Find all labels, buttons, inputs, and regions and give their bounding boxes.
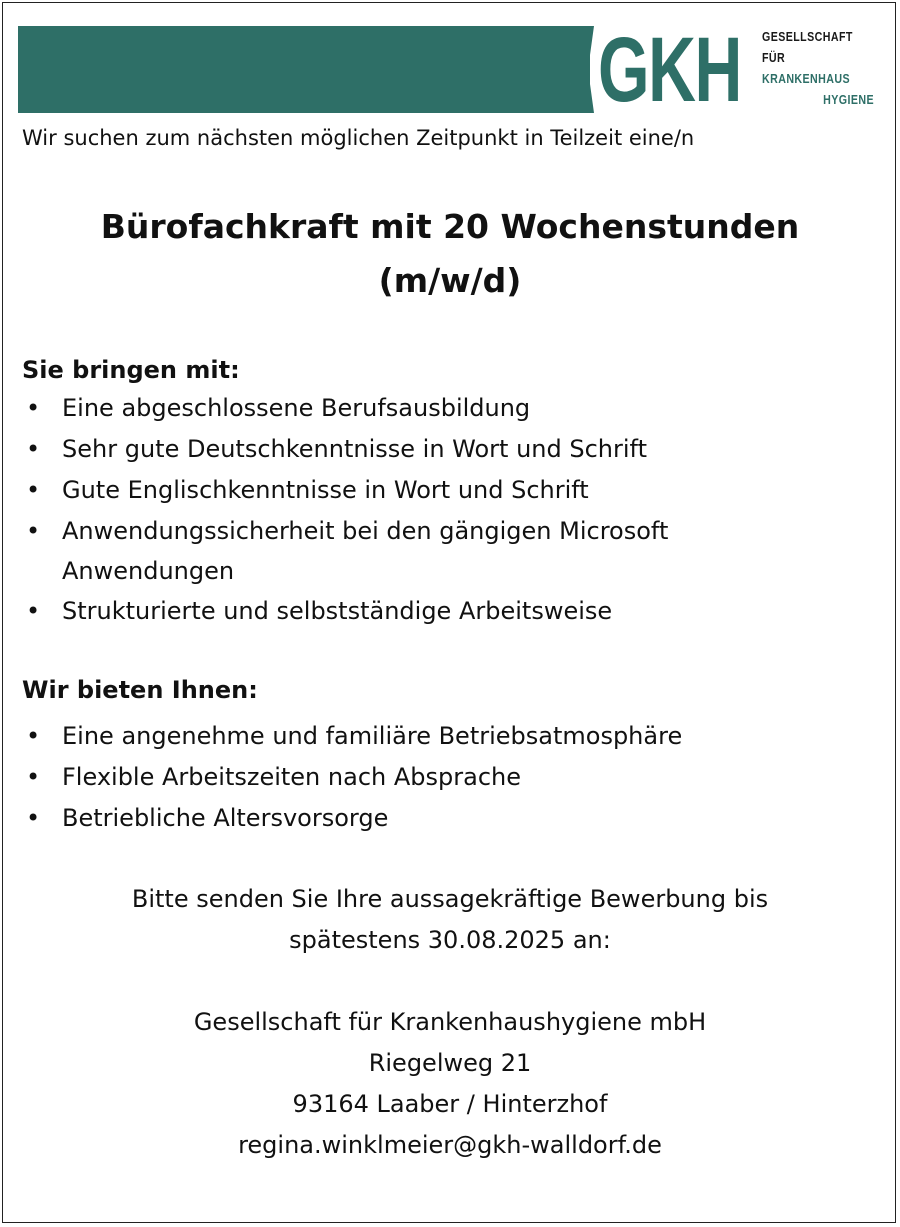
contact-address [0,1002,900,1166]
company-name: Gesellschaft für Krankenhaushygiene mbH [193,1008,707,1036]
street-address: Riegelweg 21 [368,1049,532,1077]
logo-banner-bar [18,26,590,113]
logo-gkh-letters: GKH [598,18,741,121]
job-title: Bürofachkraft mit 20 Wochenstunden [100,207,800,246]
requirements-list [22,388,842,632]
offers-heading: Wir bieten Ihnen: [22,676,258,704]
job-title-gender: (m/w/d) [378,261,522,300]
application-deadline: spätestens 30.08.2025 an: [289,926,611,954]
offers-list [22,716,682,839]
list-item: • Eine angenehme und familiäre Betriebsatmosphäre [26,722,683,750]
list-item: • Flexible Arbeitszeiten nach Absprache [26,763,521,791]
list-item: • Betriebliche Altersvorsorge [26,804,389,832]
intro-text: Wir suchen zum nächsten möglichen Zeitpunkt in Teilzeit eine/n [22,126,695,150]
list-item: • Sehr gute Deutschkenntnisse in Wort und Schrift [26,435,647,463]
logo-word: KRANKENHAUS [762,71,851,86]
logo-word: GESELLSCHAFT [762,29,853,44]
list-item: • Strukturierte und selbstständige Arbeitsweise [26,597,613,625]
application-line: Bitte senden Sie Ihre aussagekräftige Bewerbung bis [131,885,769,913]
list-item: • Gute Englischkenntnisse in Wort und Schrift [26,476,589,504]
requirements-heading: Sie bringen mit: [22,356,240,384]
logo-word: FÜR [762,50,786,65]
application-instructions [0,879,900,961]
list-item: • Eine abgeschlossene Berufsausbildung [26,394,531,422]
logo-word: HYGIENE [823,92,874,107]
contact-email[interactable]: regina.winklmeier@gkh-walldorf.de [238,1131,662,1159]
list-item: • Anwendungssicherheit bei den gängigen Microsoft Anwendungen [26,517,669,585]
city-address: 93164 Laaber / Hinterzhof [292,1090,608,1118]
logo-wordmark [762,26,874,110]
